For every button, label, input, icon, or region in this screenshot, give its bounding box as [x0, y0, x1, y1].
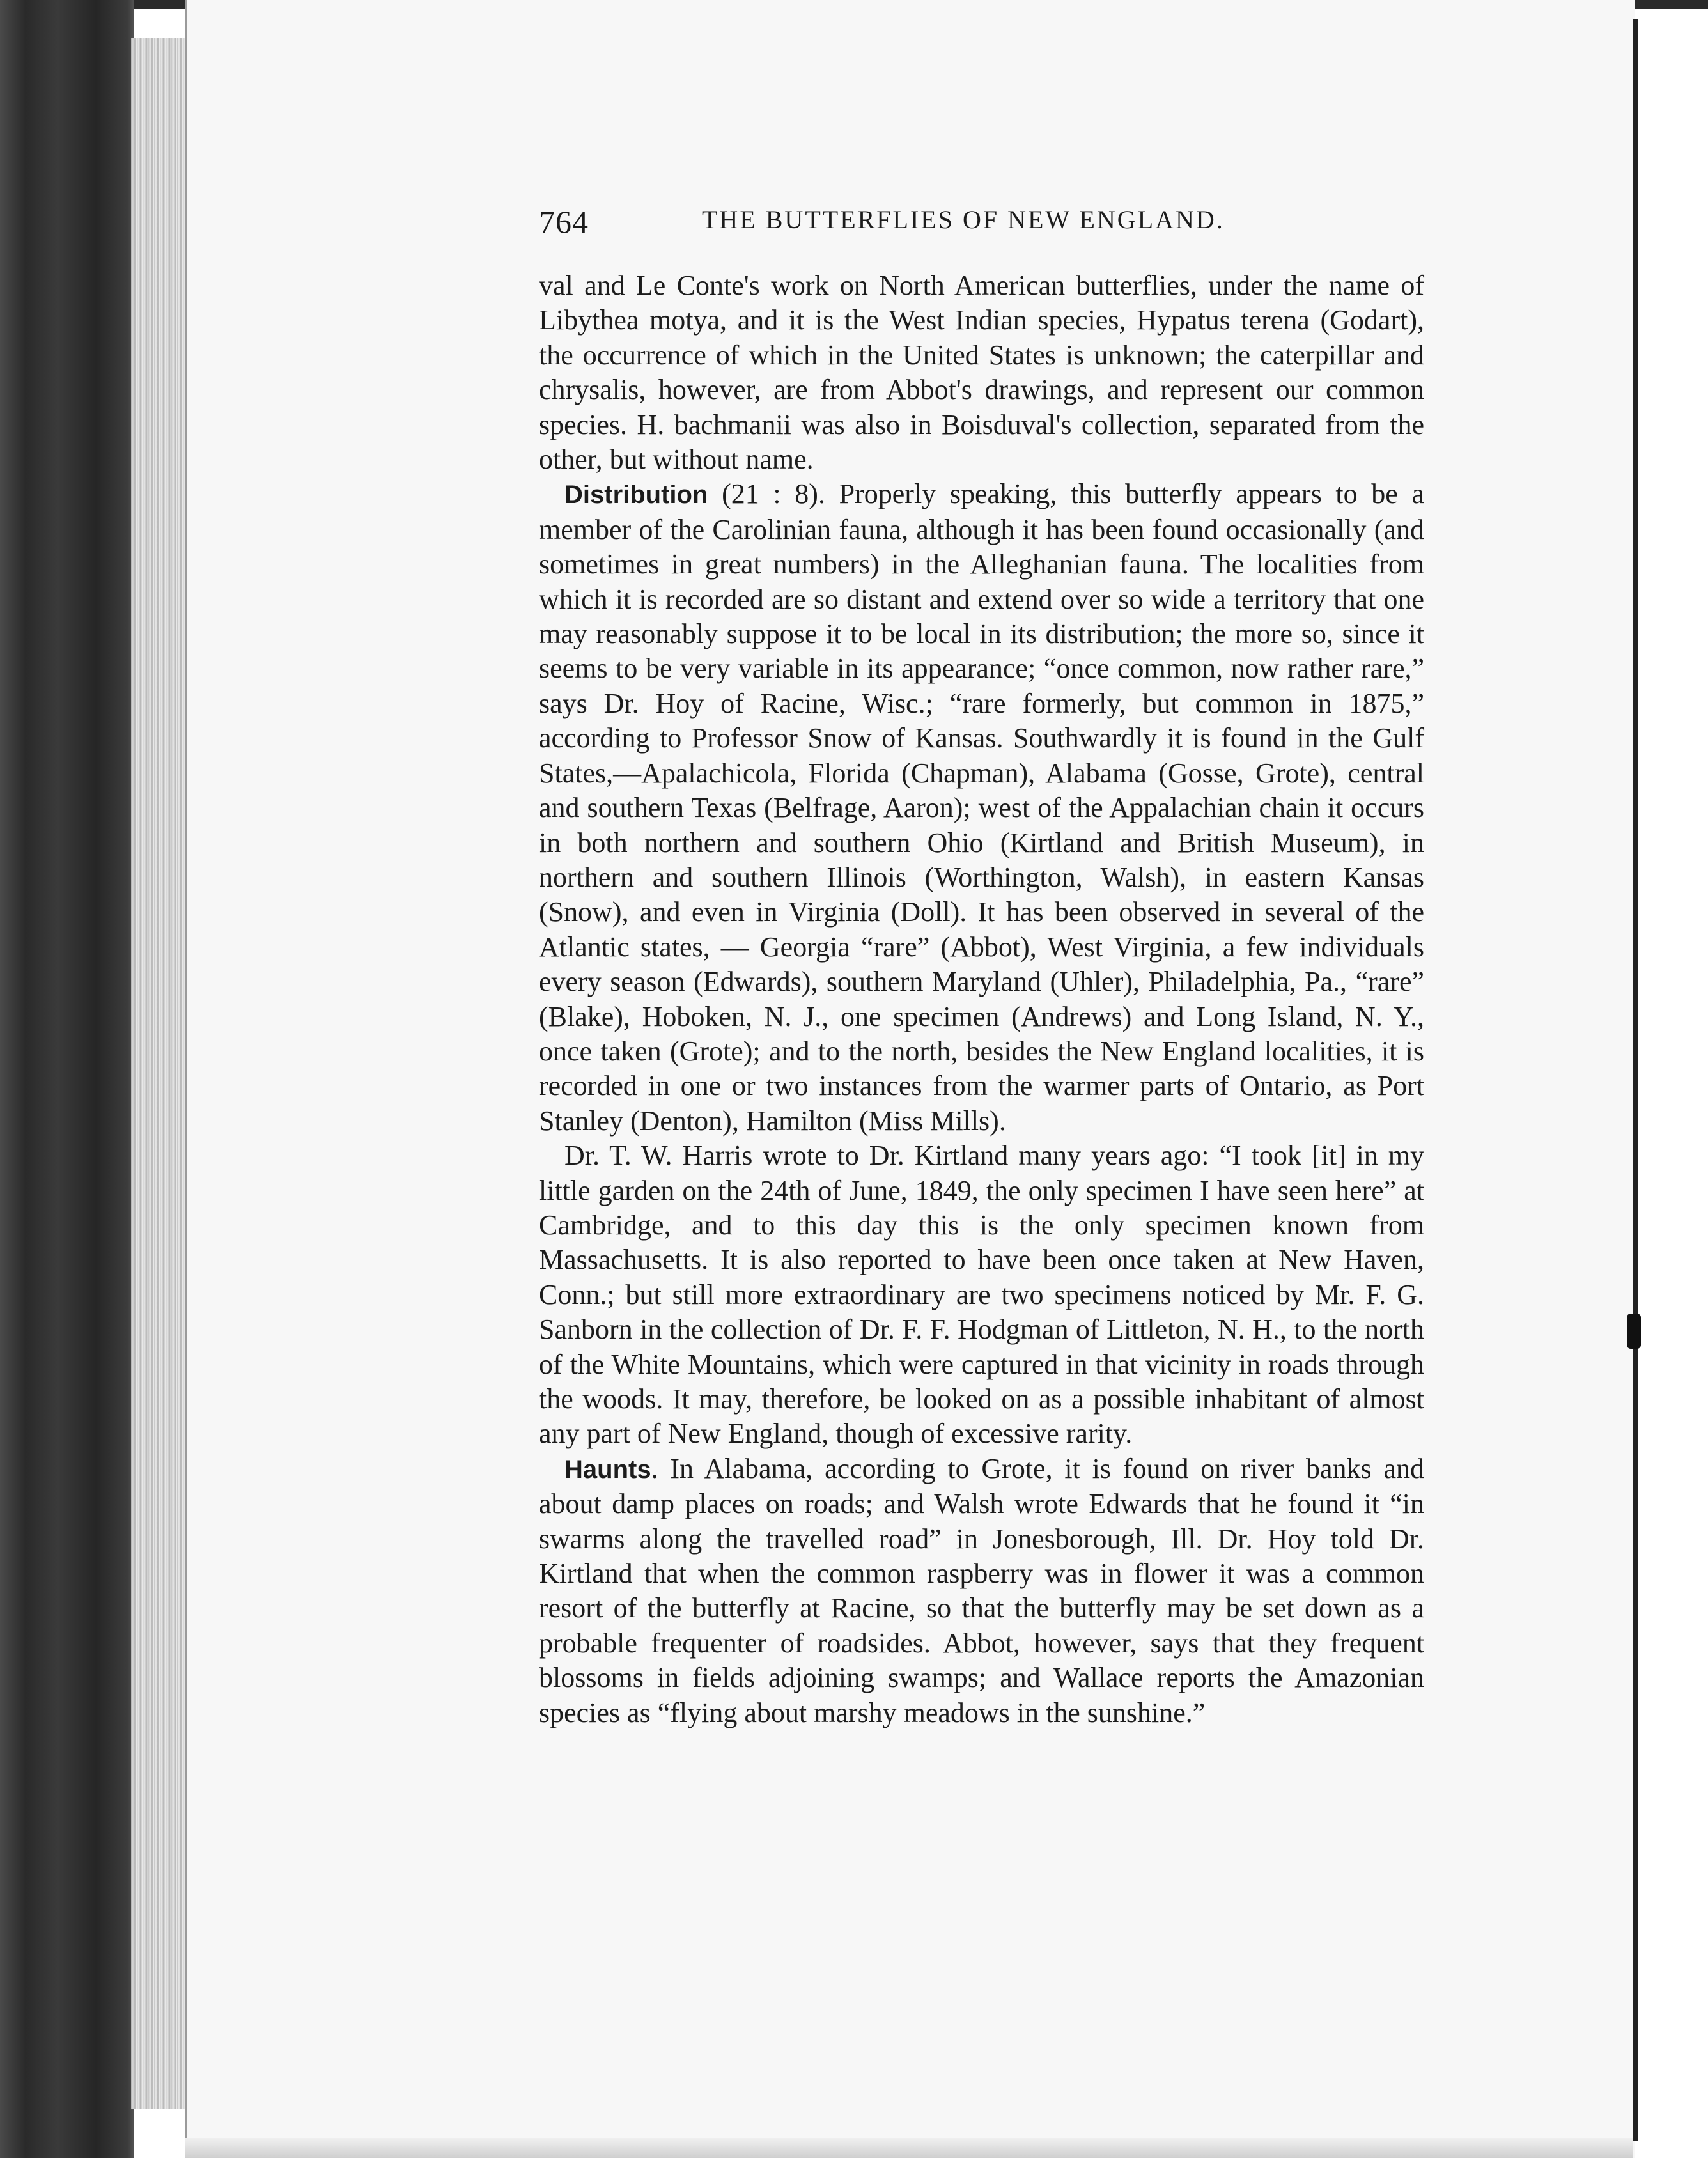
book-spine [0, 0, 134, 2158]
haunts-heading: Haunts [564, 1455, 651, 1484]
scan-mark [1627, 1314, 1641, 1349]
distribution-heading: Distribution [564, 481, 708, 509]
scan-right-edge [1633, 19, 1638, 2141]
haunts-text: In Alabama, according to Grote, it is found on river banks and about damp places on roads; and Walsh wrote Edwards that he found it “in swarms along the travelled road” in Jonesborough, Ill. Dr. Hoy told Dr. Kirtland that when the common raspberry was in flower it was a common resort of the butterfly at Racine, so that the butterfly may be set down as a probable frequenter of roadsides. Abbot, however, says that they frequent blossoms in fields adjoining swamps; and Wallace reports the Amazonian species as “flying about marshy meadows in the sunshine.” [539, 1452, 1424, 1728]
page-number: 764 [539, 204, 589, 240]
paragraph-intro: val and Le Conte's work on North American butterflies, under the name of Libythea motya, and it is the West Indian species, Hypatus terena (Godart), the occurrence of which in the United States is unknown; the caterpillar and chrysalis, however, are from Abbot's drawings, and represent our common species. H. bachmanii was also in Boisduval's collection, separated from the other, but without name. [539, 270, 1424, 476]
page-header-title: THE BUTTERFLIES OF NEW ENGLAND. [702, 205, 1225, 234]
paragraph-distribution [539, 477, 1424, 1138]
distribution-text: Properly speaking, this butterfly appears to be a member of the Carolinian fauna, although it has been found occasionally (and sometimes in great numbers) in the Alleghanian fauna. The localities from which it is recorded are so distant and extend over so wide a territory that one may reasonably suppose it to be local in its distribution; the more so, since it seems to be very variable in its appearance; “once common, now rather rare,” says Dr. Hoy of Racine, Wisc.; “rare formerly, but common in 1875,” according to Professor Snow of Kansas. Southwardly it is found in the Gulf States,—Apalachicola, Florida (Chapman), Alabama (Gosse, Grote), central and southern Texas (Belfrage, Aaron); west of the Appalachian chain it occurs in both northern and southern Ohio (Kirtland and British Museum), in northern and southern Illinois (Worthington, Walsh), in eastern Kansas (Snow), and even in Virginia (Doll). It has been observed in several of the Atlantic states, — Georgia “rare” (Abbot), West Virginia, a few individuals every season (Edwards), southern Maryland (Uhler), Philadelphia, Pa., “rare” (Blake), Hoboken, N. J., one specimen (Andrews) and Long Island, N. Y., once taken (Grote); and to the north, besides the New England localities, it is recorded in one or two instances from the warmer parts of Ontario, as Port Stanley (Denton), Hamilton (Miss Mills). [539, 478, 1424, 1137]
body-text [539, 268, 1424, 1730]
paragraph-haunts [539, 1452, 1424, 1730]
haunts-separator: . [651, 1452, 671, 1484]
scan-bottom-edge [185, 2138, 1633, 2158]
page-edges [131, 38, 189, 2109]
paragraph-harris: Dr. T. W. Harris wrote to Dr. Kirtland many years ago: “I took [it] in my little garden on the 24th of June, 1849, the only specimen I have seen here” at Cambridge, and to this day this is the only specimen known from Massachusetts. It is also reported to have been once taken at New Haven, Conn.; but still more extraordinary are two specimens noticed by Mr. F. G. Sanborn in the collection of Dr. F. F. Hodgman of Littleton, N. H., to the north of the White Mountains, which were captured in that vicinity in roads through the woods. It may, therefore, be looked on as a possible inhabitant of almost any part of New England, though of excessive rarity. [539, 1140, 1424, 1450]
running-head [539, 203, 1424, 242]
distribution-reference: (21 : 8). [708, 478, 839, 510]
